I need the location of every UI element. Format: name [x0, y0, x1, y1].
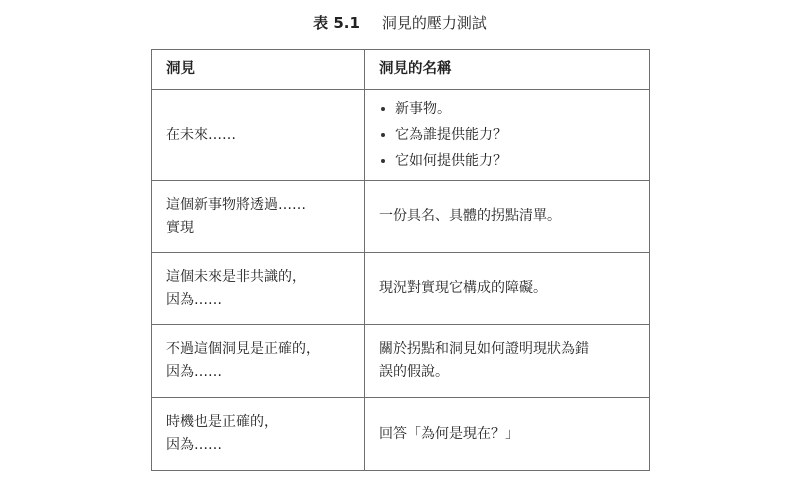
insight-text: 因為…… [166, 291, 222, 308]
insight-cell [152, 398, 365, 471]
table-row [152, 90, 650, 181]
table-row [152, 181, 650, 253]
insight-name-text: 回答「為何是現在？」 [379, 425, 519, 442]
header-insight: 洞見 [152, 50, 365, 90]
insight-text: 在未來…… [166, 126, 236, 143]
insight-name-text: 現況對實現它構成的障礙。 [379, 280, 547, 296]
table-caption [0, 12, 800, 34]
table-row [152, 325, 650, 398]
insight-text: 實現 [166, 219, 194, 236]
insight-name-text: 關於拐點和洞見如何證明現狀為錯 [379, 341, 589, 357]
insight-text: 不過這個洞見是正確的， [166, 341, 320, 357]
table-title: 洞見的壓力測試 [381, 14, 487, 32]
insight-cell [152, 181, 365, 253]
table-row [152, 253, 650, 325]
table-row [152, 398, 650, 471]
insight-text: 因為…… [166, 364, 222, 380]
list-item: 它為誰提供能力？ [379, 122, 637, 148]
insight-text: 因為…… [166, 437, 222, 453]
insight-name-cell [365, 253, 650, 325]
table-header-row [152, 50, 650, 90]
insight-name-text: 一份具名、具體的拐點清單。 [379, 208, 561, 224]
insight-name-cell [365, 325, 650, 398]
bullet-list [379, 96, 637, 174]
insight-name-cell [365, 398, 650, 471]
insight-cell [152, 253, 365, 325]
insight-name-cell [365, 181, 650, 253]
insight-cell [152, 90, 365, 181]
insight-stress-test-table [151, 49, 650, 471]
insight-text: 時機也是正確的， [166, 414, 278, 430]
insight-name-text: 誤的假說。 [379, 364, 449, 380]
table-number: 表 5.1 [313, 14, 360, 32]
insight-cell [152, 325, 365, 398]
list-item: 新事物。 [379, 96, 637, 122]
insight-text: 這個未來是非共識的， [166, 268, 306, 285]
header-insight-name: 洞見的名稱 [365, 50, 650, 90]
list-item: 它如何提供能力？ [379, 148, 637, 174]
insight-name-cell [365, 90, 650, 181]
insight-text: 這個新事物將透過…… [166, 196, 306, 213]
